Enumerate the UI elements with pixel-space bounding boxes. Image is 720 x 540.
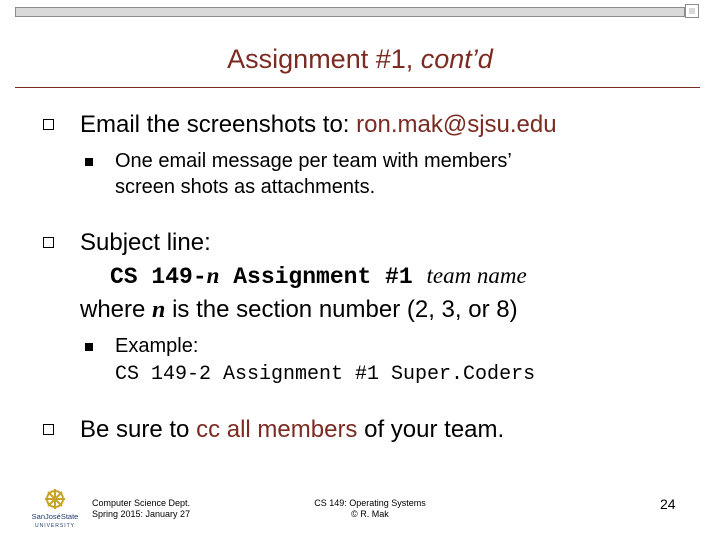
bullet-square-icon (43, 119, 54, 130)
title-rule (15, 87, 700, 88)
bullet-email: Email the screenshots to: ron.mak@sjsu.edu (80, 111, 557, 138)
slide-title: Assignment #1, cont’d (227, 44, 493, 74)
bullet-square-icon (43, 237, 54, 248)
email-address: ron.mak@sjsu.edu (356, 111, 557, 138)
top-decor-bar (15, 7, 685, 17)
example-subject-code: CS 149-2 Assignment #1 Super.Coders (115, 363, 536, 386)
top-decor-box (685, 4, 699, 18)
sub-bullet-email-line1: One email message per team with members’ (115, 150, 512, 172)
subject-line-format: CS 149-n Assignment #1 team name (110, 263, 527, 290)
footer-course: CS 149: Operating Systems © R. Mak (314, 498, 426, 519)
svg-text:UNIVERSITY: UNIVERSITY (34, 523, 76, 529)
example-label: Example: (115, 335, 199, 357)
bullet-subject-label: Subject line: (80, 229, 211, 256)
section-number-note: where n is the section number (2, 3, or 8) (80, 296, 518, 323)
svg-text:SanJoséState: SanJoséState (31, 512, 79, 521)
bullet-cc: Be sure to cc all members of your team. (80, 416, 505, 443)
sub-bullet-square-icon (85, 343, 93, 351)
footer-dept: Computer Science Dept. Spring 2015: January 27 (92, 498, 191, 519)
page-number: 24 (660, 496, 676, 512)
bullet-square-icon (43, 424, 54, 435)
sjsu-logo-icon (28, 486, 82, 530)
sub-bullet-square-icon (85, 158, 93, 166)
sub-bullet-email-line2: screen shots as attachments. (115, 176, 376, 198)
